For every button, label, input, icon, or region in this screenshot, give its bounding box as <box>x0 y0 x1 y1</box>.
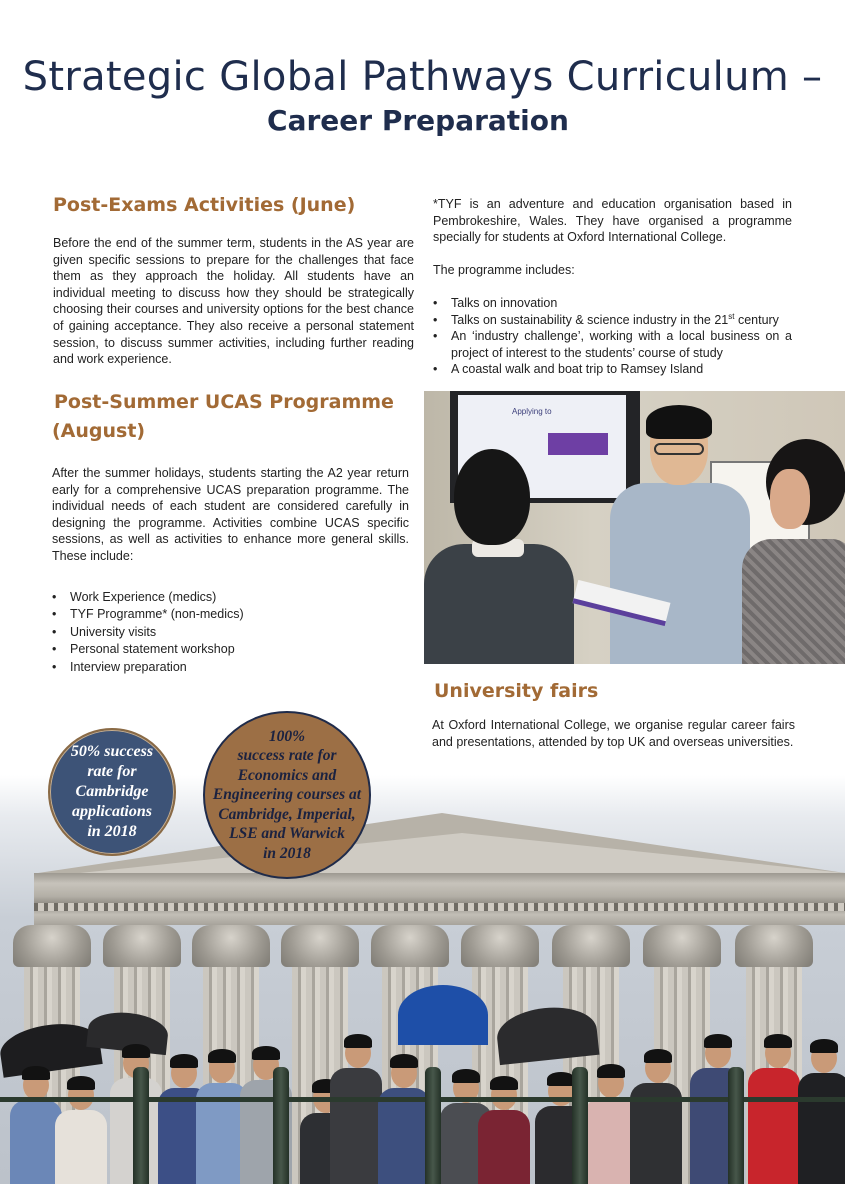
post-exams-heading: Post-Exams Activities (June) <box>53 194 356 216</box>
student-presenter <box>604 409 754 664</box>
tyf-list <box>433 295 792 378</box>
tyf-intro: *TYF is an adventure and education organisation based in Pembrokeshire, Wales. They have organised a programme specially for students at Oxford International College. <box>433 197 792 245</box>
list-item: • University visits <box>52 624 409 641</box>
list-item: • Work Experience (medics) <box>52 589 409 606</box>
university-fairs-heading: University fairs <box>434 680 599 702</box>
list-item: • Personal statement workshop <box>52 641 409 658</box>
badge-text: 100% success rate for Economics and Engineering courses at Cambridge, Imperial, LSE and Warwick in 2018 <box>212 727 362 862</box>
post-exams-paragraph: Before the end of the summer term, students in the AS year are given specific sessions to prepare for the challenges that face them as they approach the holiday. All students have an individual meeting to discuss how they should be strategically choosing their courses and university options for the best chance of gaining acceptance. They also receive a personal statement session, to discuss summer activities, including further reading and work experience. <box>53 236 414 367</box>
slide-title: Applying to <box>512 407 552 416</box>
badge-text: 50% success rate for Cambridge applications in 2018 <box>70 743 154 840</box>
list-item: • A coastal walk and boat trip to Ramsey Island <box>433 361 792 378</box>
tyf-includes-label: The programme includes: <box>433 263 575 277</box>
page-title: Strategic Global Pathways Curriculum – <box>22 54 823 100</box>
post-summer-heading-line2: (August) <box>52 420 146 442</box>
list-item-suffix: century <box>734 312 779 327</box>
students-group <box>0 1030 845 1184</box>
page-subtitle: Career Preparation <box>267 104 569 137</box>
ordinal-superscript: st <box>728 311 735 321</box>
list-item: • An ‘industry challenge’, working with a local business on a project of interest to the students’ course of study <box>433 328 792 361</box>
university-fairs-paragraph: At Oxford International College, we organise regular career fairs and presentations, attended by top UK and overseas universities. <box>432 718 795 749</box>
list-item-text: Talks on sustainability & science industry in the 21 <box>451 312 729 327</box>
classroom-photo <box>424 391 845 664</box>
list-item <box>433 312 792 329</box>
list-item: • TYF Programme* (non-medics) <box>52 606 409 623</box>
post-summer-list <box>52 589 409 676</box>
post-summer-paragraph: After the summer holidays, students starting the A2 year return early for a comprehensive UCAS preparation programme. The individual needs of each student are considered carefully in designing the programme. Activities combine UCAS specific sessions, as well as activities to enhance more general skills. These include: <box>52 466 409 563</box>
post-summer-heading-line1: Post-Summer UCAS Programme <box>54 391 394 413</box>
list-item: • Talks on innovation <box>433 295 792 312</box>
cambridge-success-badge <box>48 728 176 856</box>
list-item: • Interview preparation <box>52 659 409 676</box>
student-back <box>424 449 574 664</box>
economics-success-badge <box>203 711 371 879</box>
railing <box>0 1097 845 1102</box>
teacher <box>742 439 845 664</box>
